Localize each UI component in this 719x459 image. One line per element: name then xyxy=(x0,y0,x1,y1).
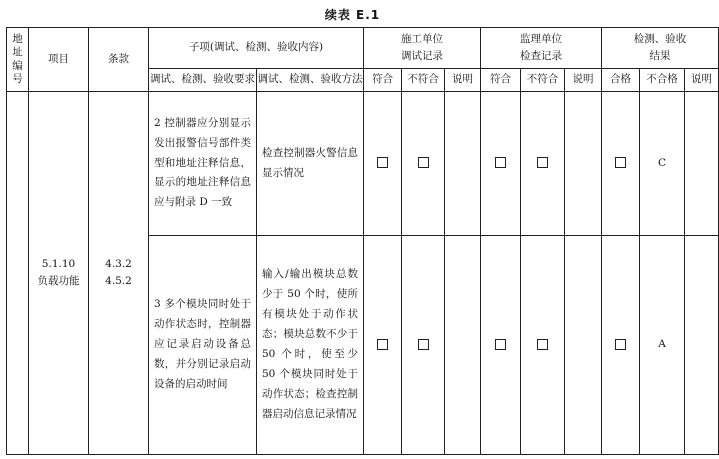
header-clause: 条款 xyxy=(89,28,149,92)
header-address-no: 地址编号 xyxy=(7,28,29,92)
item-name: 负载功能 xyxy=(37,275,80,287)
nonconform-supervision-check[interactable] xyxy=(521,92,565,236)
pass-check[interactable] xyxy=(602,236,640,455)
checkbox-icon xyxy=(537,157,548,168)
checkbox-icon xyxy=(377,157,388,168)
pass-check[interactable] xyxy=(602,92,640,236)
fail-value: A xyxy=(640,236,685,455)
header-method: 调试、检测、验收方法 xyxy=(257,69,364,92)
header-note-acceptance: 说明 xyxy=(685,69,719,92)
header-subitem: 子项(调试、检测、验收内容) xyxy=(149,28,364,69)
header-fail: 不合格 xyxy=(640,69,685,92)
header-note-construction: 说明 xyxy=(445,69,481,92)
checkbox-icon xyxy=(537,339,548,350)
header-acceptance-result: 检测、验收 结果 xyxy=(602,28,719,69)
table-row xyxy=(7,92,719,236)
table-title: 续表 E.1 xyxy=(324,8,381,22)
conform-supervision-check[interactable] xyxy=(481,92,521,236)
requirement-text: 2 控制器应分别显示发出报警信号部件类型和地址注释信息，显示的地址注释信息应与附录 D 一致 xyxy=(149,92,257,236)
conform-construction-check[interactable] xyxy=(364,236,402,455)
checkbox-icon xyxy=(495,339,506,350)
checkbox-icon xyxy=(495,157,506,168)
requirement-text: 3 多个模块同时处于动作状态时，控制器应记录启动设备总数，并分别记录启动设备的启动时间 xyxy=(149,236,257,455)
header-pass: 合格 xyxy=(602,69,640,92)
note-construction-cell xyxy=(445,92,481,236)
checkbox-icon xyxy=(418,339,429,350)
checkbox-icon xyxy=(615,339,626,350)
note-construction-cell xyxy=(445,236,481,455)
checkbox-icon xyxy=(615,157,626,168)
header-nonconform-supervision: 不符合 xyxy=(521,69,565,92)
header-supervision-unit: 监理单位 检查记录 xyxy=(481,28,602,69)
header-item: 项目 xyxy=(29,28,89,92)
clause-line: 4.5.2 xyxy=(105,275,132,287)
checkbox-icon xyxy=(418,157,429,168)
nonconform-construction-check[interactable] xyxy=(402,92,445,236)
item-cell xyxy=(29,92,89,455)
method-text: 检查控制器火警信息显示情况 xyxy=(257,92,364,236)
header-note-supervision: 说明 xyxy=(565,69,602,92)
fail-value: C xyxy=(640,92,685,236)
note-acceptance-cell xyxy=(685,92,719,236)
header-requirement: 调试、检测、验收要求 xyxy=(149,69,257,92)
header-conform-supervision: 符合 xyxy=(481,69,521,92)
address-no-cell xyxy=(7,92,29,455)
header-conform-construction: 符合 xyxy=(364,69,402,92)
header-nonconform-construction: 不符合 xyxy=(402,69,445,92)
conform-supervision-check[interactable] xyxy=(481,236,521,455)
acceptance-record-table xyxy=(6,27,719,455)
nonconform-supervision-check[interactable] xyxy=(521,236,565,455)
note-acceptance-cell xyxy=(685,236,719,455)
header-construction-unit: 施工单位 调试记录 xyxy=(364,28,481,69)
nonconform-construction-check[interactable] xyxy=(402,236,445,455)
conform-construction-check[interactable] xyxy=(364,92,402,236)
method-text: 输入/输出模块总数少于 50 个时，使所有模块处于动作状态；模块总数不少于 50 个时，使至少 50 个模块同时处于动作状态；检查控制器启动信息记录情况 xyxy=(257,236,364,455)
item-code: 5.1.10 xyxy=(41,258,76,271)
note-supervision-cell xyxy=(565,92,602,236)
note-supervision-cell xyxy=(565,236,602,455)
checkbox-icon xyxy=(377,339,388,350)
clause-line: 4.3.2 xyxy=(105,258,132,271)
clause-cell xyxy=(89,92,149,455)
